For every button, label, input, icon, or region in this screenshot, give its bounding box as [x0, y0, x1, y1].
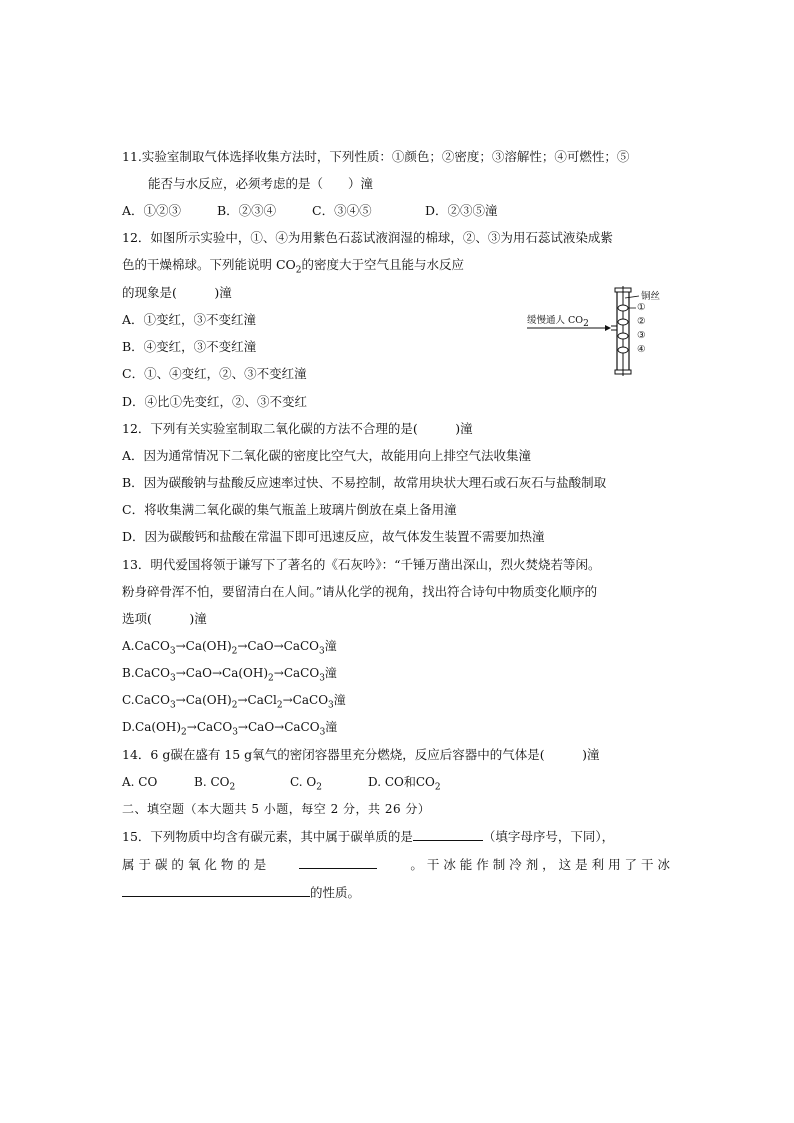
q11-stem-line2 [148, 175, 373, 193]
q11-options [122, 202, 498, 220]
q11-stem-line1 [122, 148, 629, 166]
apparatus-ball-3-label: ③ [637, 330, 646, 341]
q11-option-a: A．①②③ [122, 203, 182, 218]
q12a-stem-text3: 的现象是( ) [122, 285, 220, 300]
q13-stem-text3: 选项( ) [122, 611, 195, 626]
q12b-option-a-mark: 潼 [518, 448, 532, 463]
q11-option-end-mark: 潼 [485, 203, 498, 218]
q15-text2a: 属 于 碳 的 氧 化 物 的 是 [122, 857, 267, 872]
q15-blank-3[interactable] [122, 884, 310, 897]
q12a-option-d [122, 393, 307, 411]
q12a-stem-text1: 12．如图所示实验中，①、④为用紫色石蕊试液润湿的棉球，②、③为用石蕊试液染成紫 [122, 230, 613, 245]
q12b-option-d [122, 528, 545, 546]
q12a-option-b-text: B．④变红，③不变红 [122, 339, 244, 354]
apparatus-ball-1-label: ① [637, 302, 646, 313]
q13-option-a: $A.CaCO_3\to Ca(OH)_2\to CaO\to CaCO_3$潼 [122, 639, 337, 657]
q11-end-mark: 潼 [360, 176, 374, 191]
q14-stem-text: 14．6 g碳在盛有 15 g氧气的密闭容器里充分燃烧，反应后容器中的气体是( ) [122, 747, 587, 762]
q13-stem-text2: 粉身碎骨浑不怕，要留清白在人间。”请从化学的视角，找出符合诗句中物质变化顺序的 [122, 584, 598, 599]
q15-blank-1[interactable] [413, 828, 483, 841]
q14-stem [122, 746, 599, 764]
q15-blank-2[interactable] [299, 856, 377, 869]
q12b-option-a [122, 447, 531, 465]
q11-stem-text2: 能否与水反应，必须考虑的是（ ） [148, 176, 361, 191]
q12a-co2-subscript: 2 [295, 265, 302, 276]
q12b-stem [122, 420, 473, 438]
section2-title: 二、填空题（本大题共 5 小题，每空 2 分，共 26 分） [122, 802, 431, 816]
q12a-option-b-mark: 潼 [243, 339, 257, 354]
q13-stem-text1: 13．明代爱国将领于谦写下了著名的《石灰吟》：“千锤万凿出深山，烈火焚烧若等闲。 [122, 557, 601, 572]
q12b-option-c [122, 501, 457, 519]
q12a-option-a-mark: 潼 [243, 312, 257, 327]
q12b-end-mark: 潼 [460, 421, 473, 436]
q12a-option-a [122, 311, 256, 329]
q14-option-b: B. $CO_2$ [194, 775, 236, 793]
q12a-stem-line2 [122, 256, 464, 274]
q12a-option-c-text: C．①、④变红，②、③不变红 [122, 366, 295, 381]
q13-stem-line2 [122, 583, 597, 601]
q11-stem-text1: 11.实验室制取气体选择收集方法时，下列性质：①颜色；②密度；③溶解性；④可燃性；⑤ [122, 149, 630, 164]
q14-option-d: D. CO和$CO_2$ [368, 775, 441, 793]
q11-option-c: C．③④⑤ [312, 203, 372, 218]
q13-end-mark: 潼 [194, 611, 207, 626]
q12b-option-b [122, 474, 606, 492]
q12a-stem-line3 [122, 284, 232, 302]
apparatus-ball-4-label: ④ [637, 344, 646, 355]
q12b-option-d-mark: 潼 [532, 529, 545, 544]
q15-line2 [122, 856, 670, 874]
q12b-option-c-mark: 潼 [444, 502, 457, 517]
q15-line3 [122, 884, 360, 902]
q12a-option-c [122, 365, 307, 383]
q15-text1a: 15．下列物质中均含有碳元素，其中属于碳单质的是 [122, 829, 413, 844]
q12a-stem-text2b: 的密度大于空气且能与水反应 [301, 257, 465, 272]
q11-option-b: B．②③④ [217, 203, 277, 218]
q14-option-a: A. CO [122, 775, 158, 789]
q15-line1 [122, 828, 614, 846]
q12b-stem-text: 12．下列有关实验室制取二氧化碳的方法不合理的是( ) [122, 421, 461, 436]
q12b-option-d-text: D．因为碳酸钙和盐酸在常温下即可迅速反应，故气体发生装置不需要加热 [122, 529, 533, 544]
apparatus-wire-label: 铜丝 [641, 291, 661, 302]
q15-text1b: （填字母序号，下同）， [482, 829, 615, 844]
q12b-option-c-text: C．将收集满二氧化碳的集气瓶盖上玻璃片倒放在桌上备用 [122, 502, 445, 517]
q15-text2b: 。 干 冰 能 作 制 冷 剂 ， 这 是 利 用 了 干 冰 [410, 857, 670, 872]
q12a-end-mark: 潼 [219, 285, 232, 300]
q13-stem-line3 [122, 610, 207, 628]
q15-text3b: 的性质。 [310, 885, 361, 900]
q12a-option-c-mark: 潼 [294, 366, 307, 381]
q13-stem-line1 [122, 556, 601, 574]
q12b-option-b-text: B．因为碳酸钠与盐酸反应速率过快、不易控制，故常用块状大理石或石灰石与盐酸制取 [122, 475, 607, 490]
apparatus-inlet-label: 缓慢通人 $CO_2$ [527, 315, 589, 329]
apparatus-ball-2-label: ② [637, 316, 646, 327]
q14-options [122, 773, 441, 791]
q12a-option-b [122, 338, 256, 356]
q13-option-d: $D.Ca(OH)_2\to CaCO_3\to CaO\to CaCO_3$潼 [122, 720, 338, 738]
q13-option-c: $C.CaCO_3\to Ca(OH)_2\to CaCl_2\to CaCO_3$潼 [122, 693, 346, 711]
q12a-option-a-text: A．①变红，③不变红 [122, 312, 244, 327]
q11-option-d: D．②③⑤ [425, 203, 486, 218]
co2-apparatus-figure [525, 286, 675, 376]
q12a-stem-text2a: 色的干燥棉球。下列能说明 CO [122, 257, 296, 272]
q14-option-c: C. $O_2$ [290, 775, 322, 793]
q12b-option-a-text: A．因为通常情况下二氧化碳的密度比空气大，故能用向上排空气法收集 [122, 448, 519, 463]
q12a-stem-line1 [122, 229, 613, 247]
q12a-option-d-text: D．④比①先变红，②、③不变红 [122, 394, 308, 409]
q13-option-b: $B.CaCO_3\to CaO\to Ca(OH)_2\to CaCO_3$潼 [122, 666, 337, 684]
q14-end-mark: 潼 [586, 747, 600, 762]
